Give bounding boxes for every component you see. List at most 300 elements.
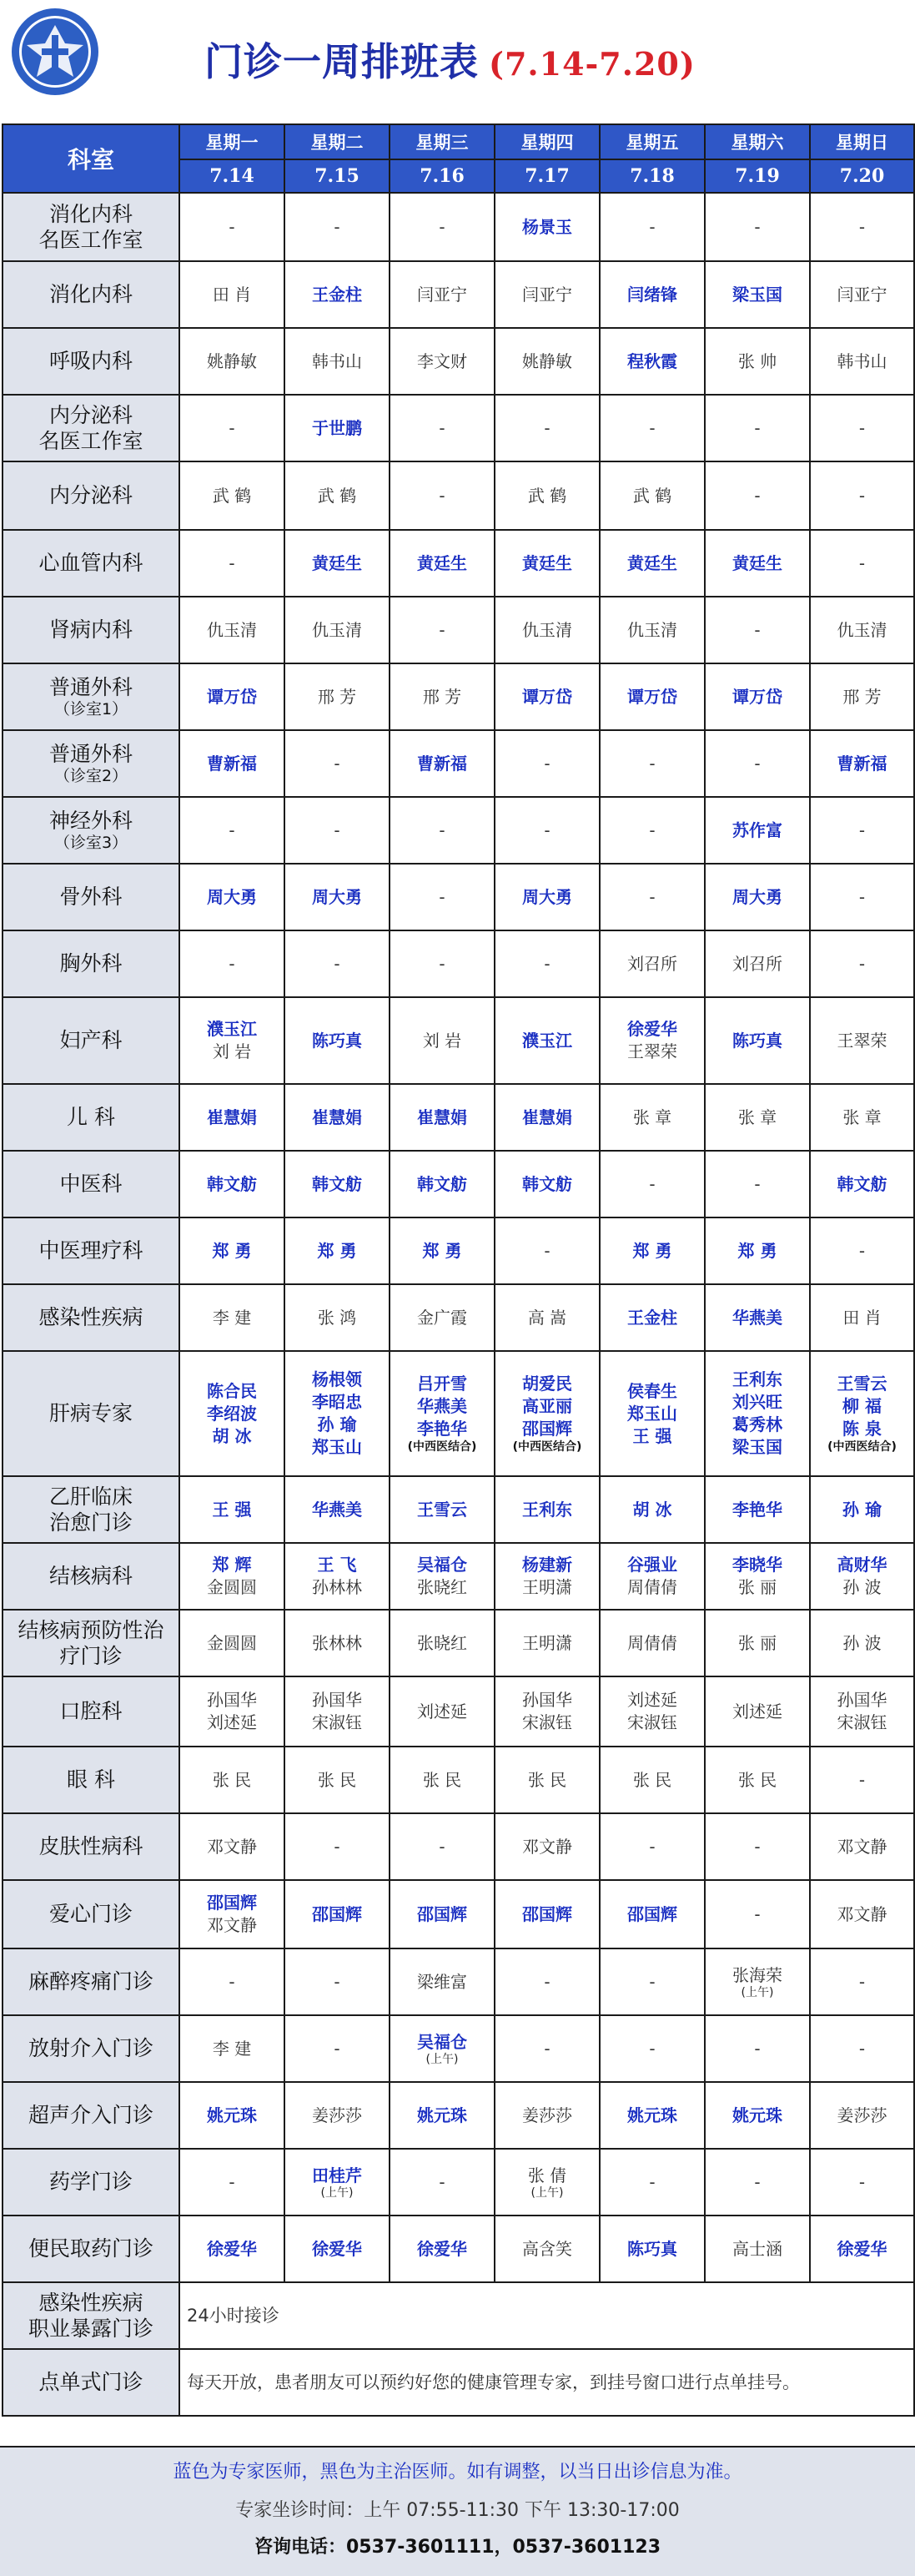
- schedule-cell: [284, 261, 390, 328]
- expert-doctor: 王雪云: [417, 1499, 467, 1520]
- schedule-cell: [705, 1610, 810, 1676]
- schedule-cell: [705, 1351, 810, 1476]
- expert-doctor: 郑玉山: [627, 1403, 677, 1424]
- attending-doctor: 张晓红: [417, 1632, 467, 1653]
- schedule-cell: [600, 2082, 705, 2149]
- dept-name-line: 治愈门诊: [48, 1510, 133, 1535]
- schedule-cell: [179, 663, 284, 730]
- expert-doctor: 王 飞: [317, 1555, 357, 1575]
- schedule-cell: [810, 1948, 914, 2015]
- expert-doctor: 郑 勇: [737, 1240, 777, 1261]
- dept-name-line: 皮肤性病科: [38, 1834, 143, 1859]
- expert-doctor: 韩文舫: [837, 1173, 887, 1194]
- expert-doctor: 高财华: [837, 1555, 887, 1575]
- schedule-cell: [495, 1880, 600, 1948]
- dept-name: [3, 1676, 179, 1747]
- attending-doctor: -: [334, 819, 340, 840]
- dept-name: [3, 997, 179, 1084]
- expert-doctor: 柳 福: [842, 1396, 882, 1417]
- clinic-hours: 专家坐诊时间：上午 07:55-11:30 下午 13:30-17:00: [235, 2500, 680, 2521]
- attending-doctor: 田 肖: [842, 1307, 882, 1328]
- attending-doctor: 王翠荣: [837, 1030, 887, 1051]
- expert-doctor: 韩文舫: [417, 1173, 467, 1194]
- schedule-cell: [495, 930, 600, 997]
- schedule-cell: [179, 797, 284, 864]
- expert-doctor: 王金柱: [312, 284, 362, 305]
- dept-name: [3, 1351, 179, 1476]
- schedule-cell: [705, 1151, 810, 1217]
- schedule-cell: [390, 1948, 495, 2015]
- schedule-cell: [810, 597, 914, 663]
- schedule-cell: [390, 1476, 495, 1543]
- schedule-row: [3, 930, 914, 997]
- expert-doctor: 邵国辉: [627, 1903, 677, 1924]
- shift-note: (上午): [320, 2185, 354, 2200]
- schedule-cell: [179, 597, 284, 663]
- special-note: 每天开放，患者朋友可以预约好您的健康管理专家，到挂号窗口进行点单挂号。: [179, 2349, 914, 2416]
- attending-doctor: 孙 波: [842, 1577, 882, 1597]
- attending-doctor: 刘述延: [627, 1690, 677, 1710]
- expert-doctor: 李艳华: [732, 1499, 782, 1520]
- dept-name-line: 消化内科: [48, 201, 133, 226]
- schedule-cell: [390, 1676, 495, 1747]
- schedule-cell: [284, 530, 390, 597]
- attending-doctor: 张 丽: [737, 1632, 777, 1653]
- schedule-row: [3, 328, 914, 395]
- expert-doctor: 孙 瑜: [842, 1499, 882, 1520]
- schedule-cell: [284, 1948, 390, 2015]
- schedule-cell: [495, 1217, 600, 1284]
- date-header: 7.19: [705, 159, 810, 193]
- dept-name-line: 妇产科: [59, 1028, 123, 1053]
- schedule-cell: [390, 261, 495, 328]
- schedule-row: [3, 1880, 914, 1948]
- schedule-cell: [600, 1476, 705, 1543]
- schedule-cell: [705, 1217, 810, 1284]
- schedule-cell: [284, 1084, 390, 1151]
- expert-doctor: 郑玉山: [312, 1437, 362, 1457]
- dept-name-line: 麻醉疼痛门诊: [28, 1969, 153, 1994]
- footer-notes: [0, 2446, 915, 2576]
- attending-doctor: -: [229, 552, 235, 573]
- attending-doctor: 李 建: [212, 2038, 252, 2059]
- schedule-cell: [390, 328, 495, 395]
- schedule-cell: [284, 797, 390, 864]
- attending-doctor: 张林林: [312, 1632, 362, 1653]
- schedule-cell: [390, 2149, 495, 2216]
- dept-name-line: 口腔科: [59, 1699, 123, 1724]
- expert-doctor: 闫绪锋: [627, 284, 677, 305]
- weekday-header: 星期一: [179, 124, 284, 159]
- expert-doctor: 高亚丽: [522, 1396, 572, 1417]
- dept-column-header: 科室: [3, 124, 179, 193]
- schedule-row: [3, 395, 914, 461]
- dept-name-line: 胸外科: [59, 951, 123, 976]
- attending-doctor: -: [858, 216, 866, 237]
- expert-doctor: 邵国辉: [207, 1893, 257, 1913]
- schedule-row: [3, 1813, 914, 1880]
- schedule-cell: [810, 2082, 914, 2149]
- schedule-cell: [495, 530, 600, 597]
- schedule-cell: [179, 864, 284, 930]
- attending-doctor: -: [439, 953, 445, 974]
- schedule-cell: [390, 395, 495, 461]
- attending-doctor: -: [858, 417, 866, 438]
- schedule-cell: [179, 2216, 284, 2282]
- attending-doctor: 邓文静: [207, 1915, 257, 1935]
- attending-doctor: -: [544, 417, 551, 438]
- expert-doctor: 谭万岱: [207, 686, 257, 707]
- schedule-cell: [390, 2082, 495, 2149]
- dept-name: [3, 1948, 179, 2015]
- expert-doctor: 周大勇: [312, 886, 362, 907]
- attending-doctor: -: [439, 619, 445, 640]
- schedule-cell: [600, 2015, 705, 2082]
- schedule-cell: [600, 461, 705, 530]
- schedule-cell: [390, 2216, 495, 2282]
- attending-doctor: -: [649, 753, 656, 774]
- schedule-cell: [284, 1284, 390, 1351]
- dept-name: [3, 930, 179, 997]
- expert-doctor: 陈巧真: [627, 2238, 677, 2259]
- schedule-row: [3, 1948, 914, 2015]
- expert-doctor: 姚元珠: [207, 2105, 257, 2125]
- schedule-cell: [390, 1151, 495, 1217]
- attending-doctor: 张 民: [632, 1769, 672, 1790]
- date-header: 7.17: [495, 159, 600, 193]
- schedule-cell: [179, 1676, 284, 1747]
- attending-doctor: -: [649, 1971, 656, 1992]
- schedule-cell: [495, 461, 600, 530]
- schedule-cell: [810, 1476, 914, 1543]
- attending-doctor: 刘述延: [207, 1712, 257, 1732]
- expert-doctor: 王雪云: [837, 1374, 887, 1394]
- weekday-header: 星期二: [284, 124, 390, 159]
- dept-name-line: 中医理疗科: [38, 1238, 143, 1263]
- schedule-row: [3, 261, 914, 328]
- schedule-cell: [600, 395, 705, 461]
- schedule-cell: [284, 864, 390, 930]
- expert-doctor: 姚元珠: [627, 2105, 677, 2125]
- dept-name-line: 呼吸内科: [48, 349, 133, 374]
- expert-doctor: 邵国辉: [312, 1903, 362, 1924]
- schedule-row: [3, 597, 914, 663]
- attending-doctor: 张 民: [527, 1769, 567, 1790]
- expert-doctor: 杨根领: [312, 1369, 362, 1389]
- expert-doctor: 徐爱华: [312, 2238, 362, 2259]
- attending-doctor: 武 鹤: [317, 485, 357, 506]
- dept-room-note: （诊室2）: [53, 767, 128, 786]
- schedule-cell: [390, 2015, 495, 2082]
- schedule-cell: [179, 1284, 284, 1351]
- schedule-row: [3, 663, 914, 730]
- dept-name: [3, 1084, 179, 1151]
- expert-doctor: 孙 瑜: [317, 1414, 357, 1434]
- schedule-cell: [284, 997, 390, 1084]
- attending-doctor: 武 鹤: [212, 485, 252, 506]
- schedule-cell: [390, 1284, 495, 1351]
- schedule-cell: [179, 1747, 284, 1813]
- schedule-cell: [705, 1476, 810, 1543]
- expert-doctor: 韩文舫: [207, 1173, 257, 1194]
- schedule-cell: [495, 2082, 600, 2149]
- schedule-cell: [284, 2082, 390, 2149]
- dept-name: [3, 2149, 179, 2216]
- shift-note: (中西医结合): [512, 1440, 582, 1454]
- attending-doctor: 刘述延: [732, 1701, 782, 1722]
- schedule-cell: [600, 864, 705, 930]
- attending-doctor: -: [754, 2171, 761, 2192]
- schedule-row: [3, 864, 914, 930]
- dept-name: [3, 2082, 179, 2149]
- attending-doctor: 孙国华: [207, 1690, 257, 1710]
- schedule-cell: [705, 328, 810, 395]
- schedule-cell: [179, 1813, 284, 1880]
- schedule-cell: [179, 461, 284, 530]
- expert-doctor: 郑 辉: [212, 1555, 252, 1575]
- schedule-cell: [810, 997, 914, 1084]
- attending-doctor: 张 民: [737, 1769, 777, 1790]
- schedule-cell: [495, 328, 600, 395]
- schedule-cell: [495, 797, 600, 864]
- dept-name: [3, 1217, 179, 1284]
- schedule-cell: [495, 1747, 600, 1813]
- schedule-cell: [390, 1813, 495, 1880]
- attending-doctor: 金圆圆: [207, 1632, 257, 1653]
- schedule-cell: [810, 2149, 914, 2216]
- schedule-cell: [495, 1610, 600, 1676]
- attending-doctor: -: [649, 216, 656, 237]
- schedule-cell: [179, 193, 284, 261]
- attending-doctor: -: [858, 886, 866, 907]
- schedule-cell: [284, 1476, 390, 1543]
- expert-doctor: 徐爱华: [837, 2238, 887, 2259]
- page-title: 门诊一周排班表 (7.14-7.20): [204, 39, 696, 84]
- attending-doctor: -: [229, 819, 235, 840]
- attending-doctor: 张 章: [632, 1107, 672, 1127]
- expert-doctor: 郑 勇: [212, 1240, 252, 1261]
- dept-name: [3, 328, 179, 395]
- dept-name: [3, 461, 179, 530]
- schedule-cell: [179, 930, 284, 997]
- weekday-header: 星期日: [810, 124, 914, 159]
- expert-doctor: 李晓华: [732, 1555, 782, 1575]
- expert-doctor: 杨建新: [522, 1555, 572, 1575]
- schedule-cell: [495, 2149, 600, 2216]
- schedule-row: [3, 2216, 914, 2282]
- schedule-row: [3, 1084, 914, 1151]
- expert-doctor: 黄廷生: [312, 552, 362, 573]
- attending-doctor: 邓文静: [837, 1836, 887, 1857]
- expert-doctor: 杨景玉: [522, 216, 572, 237]
- schedule-cell: [284, 2015, 390, 2082]
- dept-name-line: 消化内科: [48, 282, 133, 307]
- schedule-cell: [810, 328, 914, 395]
- schedule-cell: [810, 1747, 914, 1813]
- dept-name-line: 名医工作室: [38, 228, 143, 252]
- schedule-cell: [495, 261, 600, 328]
- contact-phone: 咨询电话：0537-3601111，0537-3601123: [254, 2537, 661, 2558]
- schedule-cell: [810, 461, 914, 530]
- schedule-cell: [284, 1813, 390, 1880]
- schedule-cell: [705, 261, 810, 328]
- dept-name: [3, 2349, 179, 2416]
- schedule-cell: [705, 930, 810, 997]
- expert-doctor: 曹新福: [207, 753, 257, 774]
- date-header: 7.20: [810, 159, 914, 193]
- expert-doctor: 李艳华: [417, 1419, 467, 1439]
- schedule-cell: [495, 2015, 600, 2082]
- attending-doctor: -: [229, 1971, 235, 1992]
- attending-doctor: 姚静敏: [207, 350, 257, 371]
- attending-doctor: 武 鹤: [632, 485, 672, 506]
- expert-doctor: 华燕美: [417, 1396, 467, 1417]
- schedule-row: [3, 461, 914, 530]
- expert-doctor: 姚元珠: [417, 2105, 467, 2125]
- dept-name: [3, 1610, 179, 1676]
- dept-name-line: 疗门诊: [59, 1644, 123, 1668]
- dept-name: [3, 597, 179, 663]
- attending-doctor: 邢 芳: [317, 686, 357, 707]
- dept-name-line: 结核病科: [48, 1564, 133, 1589]
- schedule-cell: [705, 193, 810, 261]
- schedule-cell: [179, 1610, 284, 1676]
- special-row: [3, 2349, 914, 2416]
- attending-doctor: 张 丽: [737, 1577, 777, 1597]
- attending-doctor: 刘 岩: [212, 1041, 252, 1061]
- schedule-cell: [495, 2216, 600, 2282]
- weekday-header: 星期三: [390, 124, 495, 159]
- expert-doctor: 濮玉江: [207, 1019, 257, 1039]
- attending-doctor: 仇玉清: [207, 619, 257, 640]
- schedule-cell: [284, 193, 390, 261]
- attending-doctor: -: [649, 819, 656, 840]
- attending-doctor: -: [858, 953, 866, 974]
- schedule-cell: [600, 1284, 705, 1351]
- attending-doctor: -: [754, 1836, 761, 1857]
- schedule-cell: [705, 997, 810, 1084]
- schedule-cell: [390, 1217, 495, 1284]
- schedule-cell: [705, 2082, 810, 2149]
- attending-doctor: -: [544, 819, 551, 840]
- schedule-cell: [495, 395, 600, 461]
- attending-doctor: 刘 岩: [422, 1030, 462, 1051]
- dept-name-line: 眼 科: [67, 1767, 115, 1792]
- attending-doctor: 姚静敏: [522, 350, 572, 371]
- schedule-cell: [810, 1880, 914, 1948]
- attending-doctor: -: [754, 485, 761, 506]
- schedule-cell: [705, 1813, 810, 1880]
- attending-doctor: 梁维富: [417, 1971, 467, 1992]
- attending-doctor: -: [439, 819, 445, 840]
- schedule-cell: [284, 1610, 390, 1676]
- dept-name-line: 便民取药门诊: [28, 2236, 153, 2261]
- dept-name: [3, 1813, 179, 1880]
- expert-doctor: 胡 冰: [212, 1425, 252, 1446]
- attending-doctor: 周倩倩: [627, 1577, 677, 1597]
- attending-doctor: -: [334, 216, 340, 237]
- dept-name-line: 结核病预防性治: [18, 1617, 164, 1642]
- attending-doctor: 仇玉清: [627, 619, 677, 640]
- date-header: 7.16: [390, 159, 495, 193]
- expert-doctor: 濮玉江: [522, 1030, 572, 1051]
- schedule-cell: [705, 1284, 810, 1351]
- dept-room-note: （诊室1）: [53, 700, 128, 719]
- schedule-cell: [495, 730, 600, 797]
- expert-doctor: 王利东: [732, 1369, 782, 1389]
- dept-name-line: 感染性疾病: [38, 1305, 143, 1330]
- expert-doctor: 谭万岱: [627, 686, 677, 707]
- schedule-cell: [600, 997, 705, 1084]
- schedule-cell: [284, 597, 390, 663]
- attending-doctor: 邢 芳: [842, 686, 882, 707]
- dept-name-line: 肾病内科: [48, 618, 133, 643]
- schedule-cell: [179, 1084, 284, 1151]
- expert-doctor: 李绍波: [207, 1403, 257, 1424]
- dept-name-line: 儿 科: [67, 1105, 115, 1130]
- schedule-cell: [600, 1747, 705, 1813]
- shift-note: (上午): [530, 2185, 564, 2200]
- schedule-cell: [179, 1217, 284, 1284]
- schedule-cell: [705, 395, 810, 461]
- attending-doctor: 宋淑钰: [522, 1712, 572, 1732]
- page-header: [0, 0, 915, 124]
- dept-name-line: 药学门诊: [48, 2170, 133, 2195]
- attending-doctor: -: [439, 1836, 445, 1857]
- dept-name: [3, 663, 179, 730]
- schedule-cell: [284, 2149, 390, 2216]
- attending-doctor: -: [229, 417, 235, 438]
- attending-doctor: 姜莎莎: [522, 2105, 572, 2125]
- schedule-cell: [810, 1813, 914, 1880]
- schedule-row: [3, 1747, 914, 1813]
- schedule-cell: [284, 1543, 390, 1610]
- schedule-cell: [179, 2082, 284, 2149]
- schedule-cell: [495, 663, 600, 730]
- schedule-cell: [810, 2216, 914, 2282]
- attending-doctor: 韩书山: [312, 350, 362, 371]
- schedule-cell: [810, 797, 914, 864]
- schedule-cell: [284, 663, 390, 730]
- attending-doctor: 刘述延: [417, 1701, 467, 1722]
- expert-doctor: 徐爱华: [417, 2238, 467, 2259]
- schedule-cell: [284, 930, 390, 997]
- expert-doctor: 苏作富: [732, 819, 782, 840]
- schedule-cell: [179, 328, 284, 395]
- attending-doctor: -: [754, 1903, 761, 1924]
- schedule-cell: [600, 797, 705, 864]
- schedule-cell: [600, 328, 705, 395]
- schedule-cell: [705, 1676, 810, 1747]
- dept-name-line: 心血管内科: [38, 551, 143, 576]
- schedule-cell: [705, 1747, 810, 1813]
- expert-doctor: 葛秀林: [732, 1414, 782, 1434]
- schedule-cell: [495, 1676, 600, 1747]
- attending-doctor: -: [649, 2171, 656, 2192]
- schedule-cell: [705, 1543, 810, 1610]
- shift-note: (中西医结合): [827, 1440, 897, 1454]
- schedule-row: [3, 1351, 914, 1476]
- schedule-cell: [810, 193, 914, 261]
- attending-doctor: -: [649, 2038, 656, 2059]
- schedule-cell: [390, 1610, 495, 1676]
- attending-doctor: -: [229, 953, 235, 974]
- schedule-cell: [705, 2149, 810, 2216]
- expert-doctor: 华燕美: [312, 1499, 362, 1520]
- expert-doctor: 邵国辉: [417, 1903, 467, 1924]
- expert-doctor: 郑 勇: [422, 1240, 462, 1261]
- expert-doctor: 姚元珠: [732, 2105, 782, 2125]
